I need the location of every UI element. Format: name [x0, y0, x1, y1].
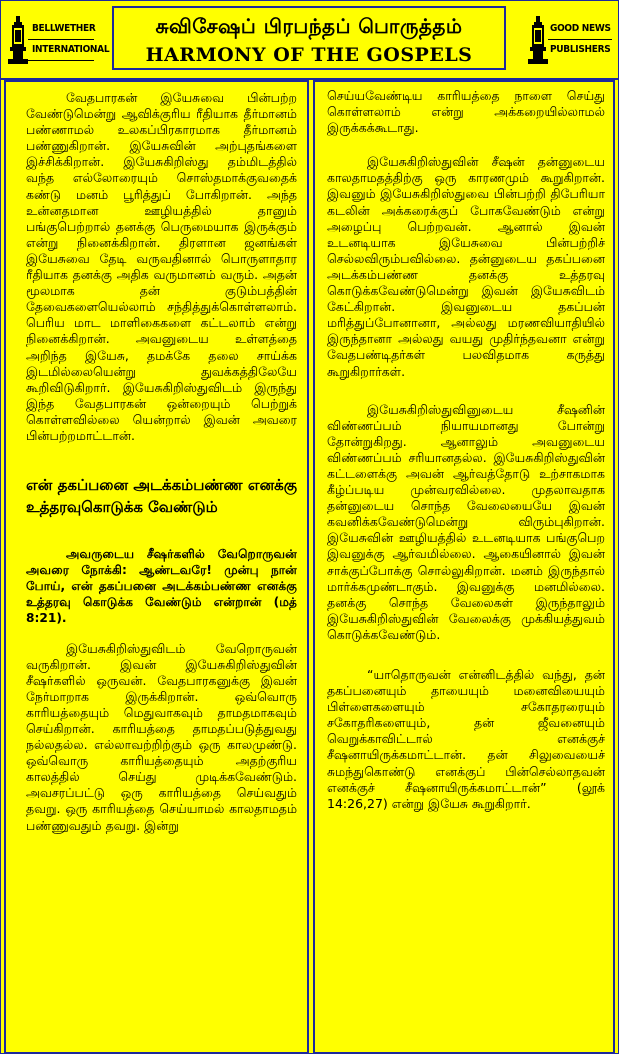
- good-news-logo: [526, 8, 616, 72]
- paragraph: இயேசுகிறிஸ்துவிடம் வேறொருவன் வருகிறான். இவன் இயேசுகிறிஸ்துவின் சீஷர்களில் ஒருவன். வேதபாரகனுக்கு இவன் நேர்மாறாக இருக்கிறான். ஒவ்வொரு காரியத்தையும் மெதுவாகவும் தாமதமாகவும் செய்கிறான். காரியத்தை தாமதப்படுத்துவது நல்லதல்ல. எல்லாவற்றிற்கும் ஒரு காலமுண்டு. ஒவ்வொரு காரியத்தையும் அதற்குரிய காலத்தில் செய்து முடிக்கவேண்டும். அவசரப்பட்டு ஒரு காரியத்தை செய்வதும் தவறு. ஒரு காரியத்தை செய்யாமல் காலதாமதம் பண்ணுவதும் தவறு. இன்று: [26, 640, 297, 833]
- lamp-icon: [528, 14, 548, 66]
- paragraph: இயேசுகிறிஸ்துவினுடைய சீஷனின் விண்ணப்பம் நியாயமானது போன்று தோன்றுகிறது. ஆனாலும் அவனுடைய விண்ணப்பம் சரியானதல்ல. இயேசுகிறிஸ்துவின் கட்டளைக்கு அவன் ஆர்வத்தோடு உற்சாகமாக கீழ்ப்படிய முன்வரவில்லை. முதலாவதாக தன்னுடைய சொந்த வேலையையே இவன் கவனிக்கவேண்டுமென்று விரும்புகிறான். இயேசுவின் ஊழியத்தில் உடனடியாக பங்குபெற இவனுக்கு ஆர்வமில்லை. ஆகையினால் இவன் சாக்குப்போக்கு சொல்லுகிறான். மனம் இருந்தால் மார்க்கமுண்டாகும். இவனுக்கு மனமில்லை. தனக்கு சொந்த வேலைகள் இருந்தாலும் இயேசுகிறிஸ்துவின் வேலைக்கு முக்கியத்துவம் கொடுக்கவேண்டும்.: [327, 401, 605, 642]
- title-english: HARMONY OF THE GOSPELS: [145, 44, 473, 66]
- logo-line-2: INTERNATIONAL: [32, 44, 110, 55]
- paragraph: செய்யவேண்டிய காரியத்தை நாளை செய்து கொள்ளலாம் என்று அக்கறையில்லாமல் இருக்கக்கூடாது.: [327, 88, 605, 136]
- scripture-quote: “யாதொருவன் என்னிடத்தில் வந்து, தன் தகப்பனையும் தாயையும் மனைவியையும் பிள்ளைகளையும் சகோதரரையும் சகோதரிகளையும், தன் ஜீவனையும் வெறுக்காவிட்டால் எனக்குச் சீஷனாயிருக்கமாட்டான். தன் சிலுவையைச் சுமந்துகொண்டு எனக்குப் பின்செல்லாதவன் எனக்குச் சீஷனாயிருக்கமாட்டான்” (லூக் 14:26,27) என்று இயேசு கூறுகிறார்.: [327, 667, 605, 811]
- logo-divider: [28, 39, 94, 40]
- title-tamil: சுவிசேஷப் பிரபந்தப் பொருத்தம்: [155, 14, 463, 38]
- section-heading: என் தகப்பனை அடக்கம்பண்ண எனக்கு உத்தரவுகொடுக்க வேண்டும்: [26, 476, 297, 517]
- right-column: [313, 80, 615, 1054]
- left-column: [4, 80, 309, 1054]
- paragraph: வேதபாரகன் இயேசுவை பின்பற்ற வேண்டுமென்று ஆவிக்குரிய ரீதியாக தீர்மானம் பண்ணாமல் உலகப்பிரகாரமாக தீர்மானம் பண்ணுகிறான். இயேசுவின் அற்புதங்களை இச்சிக்கிறான். இயேசுகிறிஸ்து தம்மிடத்தில் வந்த எல்லோரையும் சொஸ்தமாக்குவதைக் கண்டு மனம் பூரித்துப் போகிறான். அந்த உன்னதமான ஊழியத்தில் தானும் பங்குபெற்றால் தனக்கு பெருமையாக இருக்கும் என்று நினைக்கிறான். திரளான ஜனங்கள் இயேசுவை தேடி வருவதினால் பொருளாதார ரீதியாக தனக்கு அதிக வருமானம் வரும். அதன் மூலமாக தன் குடும்பத்தின் தேவைகளையெல்லாம் சந்தித்துக்கொள்ளலாம். பெரிய மாட மாளிகைகளை கட்டலாம் என்று நினைக்கிறான். அவனுடைய உள்ளத்தை அறிந்த இயேசு, தமக்கே தலை சாய்க்க இடமில்லையென்று துவக்கத்திலேயே கூறிவிடுகிறார். இயேசுகிறிஸ்துவிடம் இருந்து இந்த வேதபாரகன் ஒன்றையும் பெற்றுக் கொள்ளவில்லை யென்றால் இவன் அவரை பின்பற்றமாட்டான்.: [26, 90, 297, 443]
- bellwether-logo: [6, 8, 110, 72]
- lamp-icon: [8, 14, 28, 66]
- title-box: [112, 6, 506, 70]
- logo-divider: [548, 39, 612, 40]
- header: [0, 0, 619, 80]
- scripture-quote: அவருடைய சீஷர்களில் வேறொருவன் அவரை நோக்கி: ஆண்டவரே! முன்பு நான் போய், என் தகப்பனை அடக்கம்பண்ண எனக்கு உத்தரவு கொடுக்க வேண்டும் என்றான் (மத் 8:21).: [26, 547, 297, 626]
- logo-line-2: PUBLISHERS: [550, 44, 611, 55]
- paragraph: இயேசுகிறிஸ்துவின் சீஷன் தன்னுடைய காலதாமதத்திற்கு ஒரு காரணமும் கூறுகிறான். இவனும் இயேசுகிறிஸ்துவை பின்பற்றி திபேரியா கடலின் அக்கரைக்குப் போகவேண்டும் என்று அழைப்பு பெற்றவன். ஆனால் இவன் உடனடியாக இயேசுவை பின்பற்றிச் செல்லவிரும்பவில்லை. தன்னுடைய தகப்பனை அடக்கம்பண்ண தனக்கு உத்தரவு கொடுக்கவேண்டுமென்று இவன் இயேசுவிடம் கேட்கிறான். இவனுடைய தகப்பன் மரித்துப்போனானா, அல்லது மரணவியாதியில் இருந்தானா அல்லது வயது முதிர்ந்தவனா என்று வேதபண்டிதர்கள் பலவிதமாக கருத்து கூறுகிறார்கள்.: [327, 154, 605, 379]
- logo-line-1: BELLWETHER: [32, 23, 96, 34]
- logo-line-1: GOOD NEWS: [550, 23, 611, 34]
- logo-divider: [28, 60, 94, 61]
